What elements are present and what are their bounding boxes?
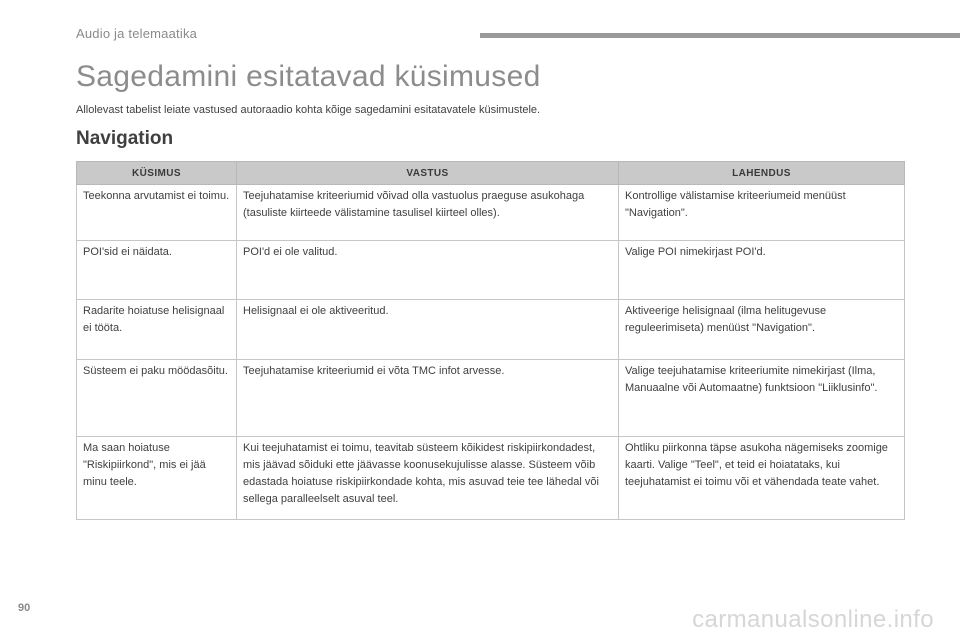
watermark: carmanualsonline.info xyxy=(692,606,934,633)
answer-cell: Helisignaal ei ole aktiveeritud. xyxy=(237,300,619,360)
section-heading: Navigation xyxy=(76,128,174,149)
question-cell: Ma saan hoiatuse "Riskipiirkond", mis ei jää minu teele. xyxy=(77,437,237,520)
column-header-solution: LAHENDUS xyxy=(619,162,905,185)
header-bar xyxy=(480,33,960,38)
page-number: 90 xyxy=(18,602,31,614)
solution-cell: Aktiveerige helisignaal (ilma helitugevuse reguleerimiseta) menüüst "Navigation". xyxy=(619,300,905,360)
solution-cell: Kontrollige välistamise kriteeriumeid menüüst "Navigation". xyxy=(619,185,905,241)
page-title: Sagedamini esitatavad küsimused xyxy=(76,60,541,93)
solution-cell: Valige POI nimekirjast POI'd. xyxy=(619,241,905,300)
intro-text: Allolevast tabelist leiate vastused autoraadio kohta kõige sagedamini esitatavatele küsimustele. xyxy=(76,104,541,116)
answer-cell: Kui teejuhatamist ei toimu, teavitab süsteem kõikidest riskipiirkondadest, mis jäävad sõiduki ette jäävasse koonusekujulisse alasse. Süsteem võib edastada hoiatuse riskipiirkondade kohta, mis asuvad teie tee lähedal või sellega paralleelselt asuval teel. xyxy=(237,437,619,520)
column-header-question: KÜSIMUS xyxy=(77,162,237,185)
answer-cell: Teejuhatamise kriteeriumid ei võta TMC infot arvesse. xyxy=(237,360,619,437)
question-cell: POI'sid ei näidata. xyxy=(77,241,237,300)
question-cell: Süsteem ei paku möödasõitu. xyxy=(77,360,237,437)
table-row xyxy=(77,300,905,360)
table-row xyxy=(77,185,905,241)
header-section-title: Audio ja telemaatika xyxy=(76,26,198,41)
answer-cell: POI'd ei ole valitud. xyxy=(237,241,619,300)
column-header-answer: VASTUS xyxy=(237,162,619,185)
faq-table xyxy=(76,161,905,520)
table-row xyxy=(77,360,905,437)
table-row xyxy=(77,241,905,300)
answer-cell: Teejuhatamise kriteeriumid võivad olla vastuolus praeguse asukohaga (tasuliste kiirteede välistamine tasulisel kiirteel olles). xyxy=(237,185,619,241)
question-cell: Radarite hoiatuse helisignaal ei tööta. xyxy=(77,300,237,360)
question-cell: Teekonna arvutamist ei toimu. xyxy=(77,185,237,241)
table-row xyxy=(77,437,905,520)
table-header-row xyxy=(77,162,905,185)
solution-cell: Ohtliku piirkonna täpse asukoha nägemiseks zoomige kaarti. Valige "Teel", et teid ei hoiatataks, kui teejuhatamist ei toimu või et vähendada teate vahet. xyxy=(619,437,905,520)
solution-cell: Valige teejuhatamise kriteeriumite nimekirjast (Ilma, Manuaalne või Automaatne) funktsioon "Liiklusinfo". xyxy=(619,360,905,437)
